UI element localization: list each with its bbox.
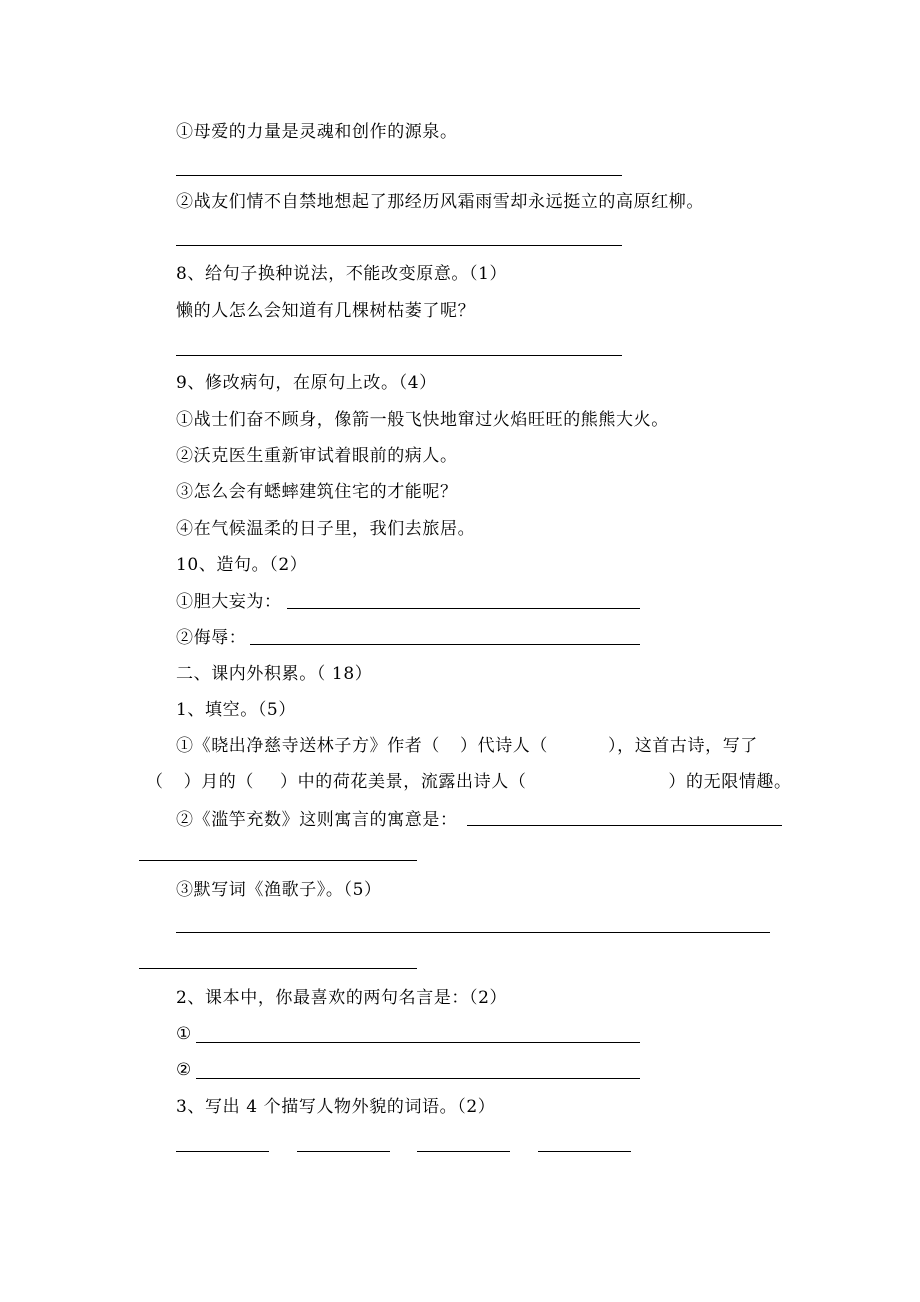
answer-line[interactable]: [176, 355, 622, 356]
question-9-item-2: ②沃克医生重新审试着眼前的病人。: [176, 446, 458, 466]
answer-line[interactable]: [176, 175, 622, 176]
quote-1-label: ①: [176, 1024, 192, 1044]
answer-line[interactable]: [176, 245, 622, 246]
poem-text: （: [146, 772, 164, 792]
poem-text: ）代诗人（: [460, 736, 548, 756]
answer-line[interactable]: [538, 1151, 631, 1152]
question-8-title: 8、给句子换种说法，不能改变原意。（1）: [176, 264, 508, 284]
section-2-title: 二、课内外积累。（ 18）: [176, 664, 373, 684]
question-9-item-1: ①战士们奋不顾身，像箭一般飞快地窜过火焰旺旺的熊熊大火。: [176, 410, 669, 430]
poem-text: ）中的荷花美景，流露出诗人（: [280, 772, 527, 792]
sentence-1: ①母爱的力量是灵魂和创作的源泉。: [176, 122, 458, 142]
answer-line[interactable]: [139, 860, 417, 861]
question-10-title: 10、造句。（2）: [176, 555, 308, 575]
section-2-question-2: 2、课本中，你最喜欢的两句名言是：（2）: [176, 988, 508, 1008]
quote-2-label: ②: [176, 1060, 192, 1080]
poem-line-2: [146, 770, 792, 794]
answer-line[interactable]: [417, 1151, 510, 1152]
answer-line[interactable]: [250, 644, 640, 645]
section-2-question-1: 1、填空。（5）: [176, 700, 296, 720]
answer-line[interactable]: [139, 968, 417, 969]
question-10-item-2: ②侮辱：: [176, 628, 247, 648]
poem-text: ）的无限情趣。: [668, 772, 792, 792]
answer-line[interactable]: [176, 1151, 269, 1152]
poem-dictation-question: ③默写词《渔歌子》。（5）: [176, 880, 382, 900]
answer-line[interactable]: [176, 932, 770, 933]
question-10-item-1: ①胆大妄为：: [176, 592, 282, 612]
answer-line[interactable]: [287, 608, 640, 609]
answer-line[interactable]: [467, 825, 782, 826]
question-9-item-3: ③怎么会有蟋蟀建筑住宅的才能呢？: [176, 482, 458, 502]
poem-line-1: [176, 734, 758, 758]
poem-text: ①《晓出净慈寺送林子方》作者（: [176, 736, 440, 756]
poem-text: ）月的（: [183, 772, 255, 792]
answer-line[interactable]: [196, 1078, 640, 1079]
sentence-2: ②战友们情不自禁地想起了那经历风霜雨雪却永远挺立的高原红柳。: [176, 192, 704, 212]
fable-question: ②《滥竽充数》这则寓言的寓意是：: [176, 810, 458, 830]
section-2-question-3: 3、写出 4 个描写人物外貌的词语。（2）: [176, 1097, 496, 1117]
poem-text: ），这首古诗，写了: [608, 736, 758, 756]
question-8-sentence: 懒的人怎么会知道有几棵树枯萎了呢？: [176, 301, 476, 321]
answer-line[interactable]: [196, 1042, 640, 1043]
question-9-item-4: ④在气候温柔的日子里，我们去旅居。: [176, 519, 476, 539]
question-9-title: 9、修改病句，在原句上改。（4）: [176, 373, 437, 393]
answer-line[interactable]: [297, 1151, 390, 1152]
